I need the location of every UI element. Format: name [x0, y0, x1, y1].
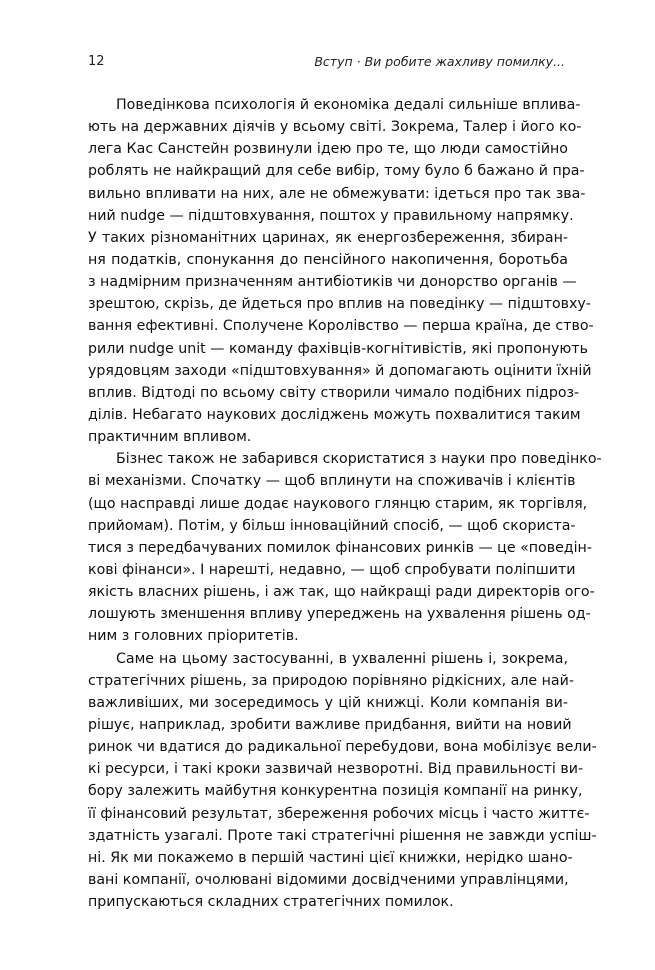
text-line: здатність узагалі. Проте такі стратегічні рішення не завжди успіш-: [88, 827, 597, 844]
text-line: якість власних рішень, і аж так, що найкращі ради директорів ого-: [88, 584, 595, 601]
text-line: її фінансовий результат, збереження робочих місць і часто життє-: [88, 805, 590, 822]
text-line: зрештою, скрізь, де йдеться про вплив на поведінку — підштовху-: [88, 296, 591, 313]
page-header: [0, 52, 655, 72]
text-line: рили nudge unit — команду фахівців-когнітивістів, які пропонують: [88, 340, 589, 357]
text-line: вані компанії, очолювані відомими досвідченими управлінцями,: [88, 871, 569, 888]
text-line: урядовцям заходи «підштовхування» й допомагають оцінити їхній: [88, 362, 592, 379]
text-line: ві механізми. Спочатку — щоб вплинути на споживачів і клієнтів: [88, 473, 576, 490]
text-line: стратегічних рішень, за природою порівняно рідкісних, але най-: [88, 672, 574, 689]
text-line: У таких різноманітних царинах, як енергозбереження, збиран-: [88, 229, 568, 246]
text-line: ють на державних діячів у всьому світі. Зокрема, Талер і його ко-: [88, 119, 582, 136]
running-head: Вступ · Ви робите жахливу помилку...: [314, 54, 565, 69]
text-line: (що насправді лише додає наукового глянцю старим, як торгівля,: [88, 495, 588, 512]
text-line: вплив. Відтоді по всьому світу створили чимало подібних підроз-: [88, 384, 580, 401]
text-line: лошують зменшення впливу упереджень на ухвалення рішень од-: [88, 606, 591, 623]
text-line: кові фінанси». І нарешті, недавно, — щоб спробувати поліпшити: [88, 561, 576, 578]
text-line: з надмірним призначенням антибіотиків чи донорство органів —: [88, 274, 577, 291]
text-line: тися з передбачуваних помилок фінансових ринків — це «поведін-: [88, 539, 592, 556]
text-line: бору залежить майбутня конкурентна позиція компанії на ринку,: [88, 783, 583, 800]
text-line: ділів. Небагато наукових досліджень можуть похвалитися таким: [88, 406, 581, 423]
text-line: прийомам). Потім, у більш інноваційний спосіб, — щоб скориста-: [88, 517, 576, 534]
text-line: Бізнес також не забарився скористатися з науки про поведінко-: [116, 451, 602, 468]
text-line: вання ефективні. Сполучене Королівство — перша країна, де ство-: [88, 318, 594, 335]
text-line: Саме на цьому застосуванні, в ухваленні рішень і, зокрема,: [116, 650, 568, 667]
text-line: ний nudge — підштовхування, поштох у правильному напрямку.: [88, 207, 574, 224]
text-line: практичним впливом.: [88, 429, 252, 446]
text-line: ня податків, спонукання до пенсійного накопичення, боротьба: [88, 251, 568, 268]
text-line: важливіших, ми зосередимось у цій книжці. Коли компанія ви-: [88, 694, 568, 711]
text-line: ні. Як ми покажемо в першій частині цієї книжки, нерідко шано-: [88, 849, 573, 866]
page-number: 12: [88, 54, 105, 69]
text-line: Поведінкова психологія й економіка дедалі сильніше вплива-: [116, 97, 581, 113]
body-text: [88, 94, 602, 913]
text-line: припускаються складних стратегічних помилок.: [88, 894, 454, 911]
text-line: вильно впливати на них, але не обмежувати: ідеться про так зва-: [88, 185, 586, 202]
text-line: лега Кас Санстейн розвинули ідею про те, що люди самостійно: [88, 141, 568, 158]
text-line: рішує, наприклад, зробити важливе придбання, вийти на новий: [88, 716, 572, 733]
text-line: ним з головних пріоритетів.: [88, 628, 299, 645]
text-line: кі ресурси, і такі кроки зазвичай незворотні. Від правильності ви-: [88, 761, 584, 778]
text-line: ринок чи вдатися до радикальної перебудови, вона мобілізує вели-: [88, 739, 597, 756]
text-line: роблять не найкращий для себе вибір, тому було б бажано й пра-: [88, 163, 585, 180]
